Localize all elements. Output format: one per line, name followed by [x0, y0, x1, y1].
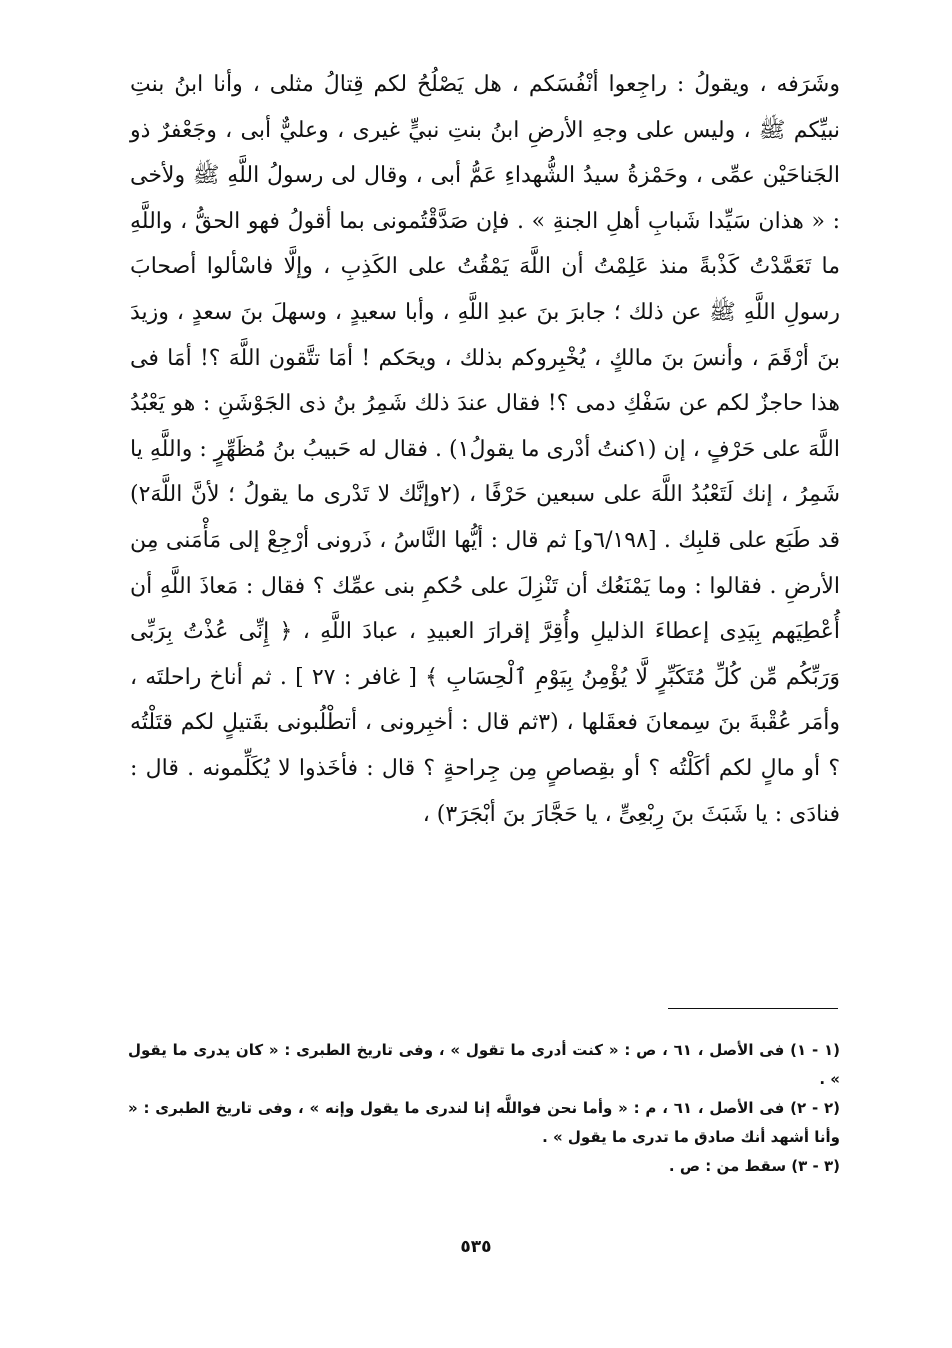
- footnote-3: (٣ - ٣) سقط من : ص .: [668, 1157, 840, 1175]
- main-text-block: [130, 62, 840, 837]
- footnotes-block: [128, 1036, 840, 1181]
- footnote-separator: [668, 1008, 838, 1009]
- main-paragraph: وشَرَفه ، ويقولُ : راجِعوا أنْفُسَكم ، هل يَصْلُحُ لكم قِتالُ مثلى ، وأنا ابنُ بنتِ نبيِّكم ﷺ ، وليس على وجهِ الأرضِ ابنُ بنتِ نبيٍّ غيرى ، وعليٌّ أبى ، وجَعْفرٌ ذو الجَناحَيْن عمِّى ، وحَمْزةُ سيدُ الشُّهداءِ عَمُّ أبى ، وقال لى رسولُ اللَّهِ ﷺ ولأخى : « هذان سَيِّدا شَبابِ أهلِ الجنةِ » . فإن صَدَّقْتُمونى بما أقولُ فهو الحقُّ ، واللَّهِ ما تَعَمَّدْتُ كَذْبةً منذ عَلِمْتُ أن اللَّهَ يَمْقُتُ على الكَذِبِ ، وإلَّا فاسْألوا أصحابَ رسولِ اللَّهِ ﷺ عن ذلك ؛ جابرَ بنَ عبدِ اللَّهِ ، وأبا سعيدٍ ، وسهلَ بنَ سعدٍ ، وزيدَ بنَ أرْقَمَ ، وأنسَ بنَ مالكٍ ، يُخْبِروكم بذلك ، ويحَكم ! أمَا تتَّقون اللَّهَ ؟! أمَا فى هذا حاجزٌ لكم عن سَفْكِ دمى ؟! فقال عندَ ذلك شَمِرُ بنُ ذى الجَوْشَنِ : هو يَعْبُدُ اللَّهَ على حَرْفٍ ، إن (١كنتُ أدْرى ما يقولُ١) . فقال له حَبيبُ بنُ مُظَهِّرٍ : واللَّهِ يا شَمِرُ ، إنك لَتَعْبُدُ اللَّهَ على سبعين حَرْفًا ، (٢وإنَّك لا تَدْرى ما يقولُ ؛ لأنَّ اللَّهَ٢) قد طَبَع على قلبِك . [٦/١٩٨و] ثم قال : أيُّها النَّاسُ ، ذَرونى أرْجِعْ إلى مَأْمَنى مِن الأرضِ . فقالوا : وما يَمْنَعُك أن تَنْزِلَ على حُكمِ بنى عمِّك ؟ فقال : مَعاذَ اللَّهِ أن أُعْطِيَهم بِيَدِى إعطاءَ الذليلِ وأُقِرَّ إقرارَ العبيدِ ، عبادَ اللَّهِ ، ﴿ إِنِّى عُذْتُ بِرَبِّى وَرَبِّكُم مِّن كُلِّ مُتَكَبِّرٍ لَّا يُؤْمِنُ بِيَوْمِ ٱلْحِسَابِ ﴾ [ غافر : ٢٧ ] . ثم أناخ راحلتَه ، وأمَر عُقْبةَ بنَ سِمعانَ فعقَلها ، (٣ثم قال : أخبِرونى ، أتطْلُبونى بقَتيلٍ لكم قتَلْتُه ؟ أو مالٍ لكم أكَلْتُه ؟ أو بقِصاصٍ مِن جِراحةٍ ؟ قال : فأخَذوا لا يُكَلِّمونه . قال : فنادَى : يا شَبَثَ بنَ رِبْعِىٍّ ، يا حَجَّارَ بنَ أبْجَرَ٣) ،: [130, 72, 841, 827]
- footnote-1: (١ - ١) فى الأصل ، ٦١ ، ص : « كنت أدرى ما تقول » ، وفى تاريخ الطبرى : « كان يدرى ما يقول » .: [128, 1041, 840, 1088]
- footnote-2: (٢ - ٢) فى الأصل ، ٦١ ، م : « وأما نحن فواللَّه إنا لندرى ما يقول وإنه » ، وفى تاريخ الطبرى : « وأنا أشهد أنك صادق ما تدرى ما يقول » .: [128, 1099, 840, 1146]
- page-number: ٥٣٥: [460, 1237, 492, 1257]
